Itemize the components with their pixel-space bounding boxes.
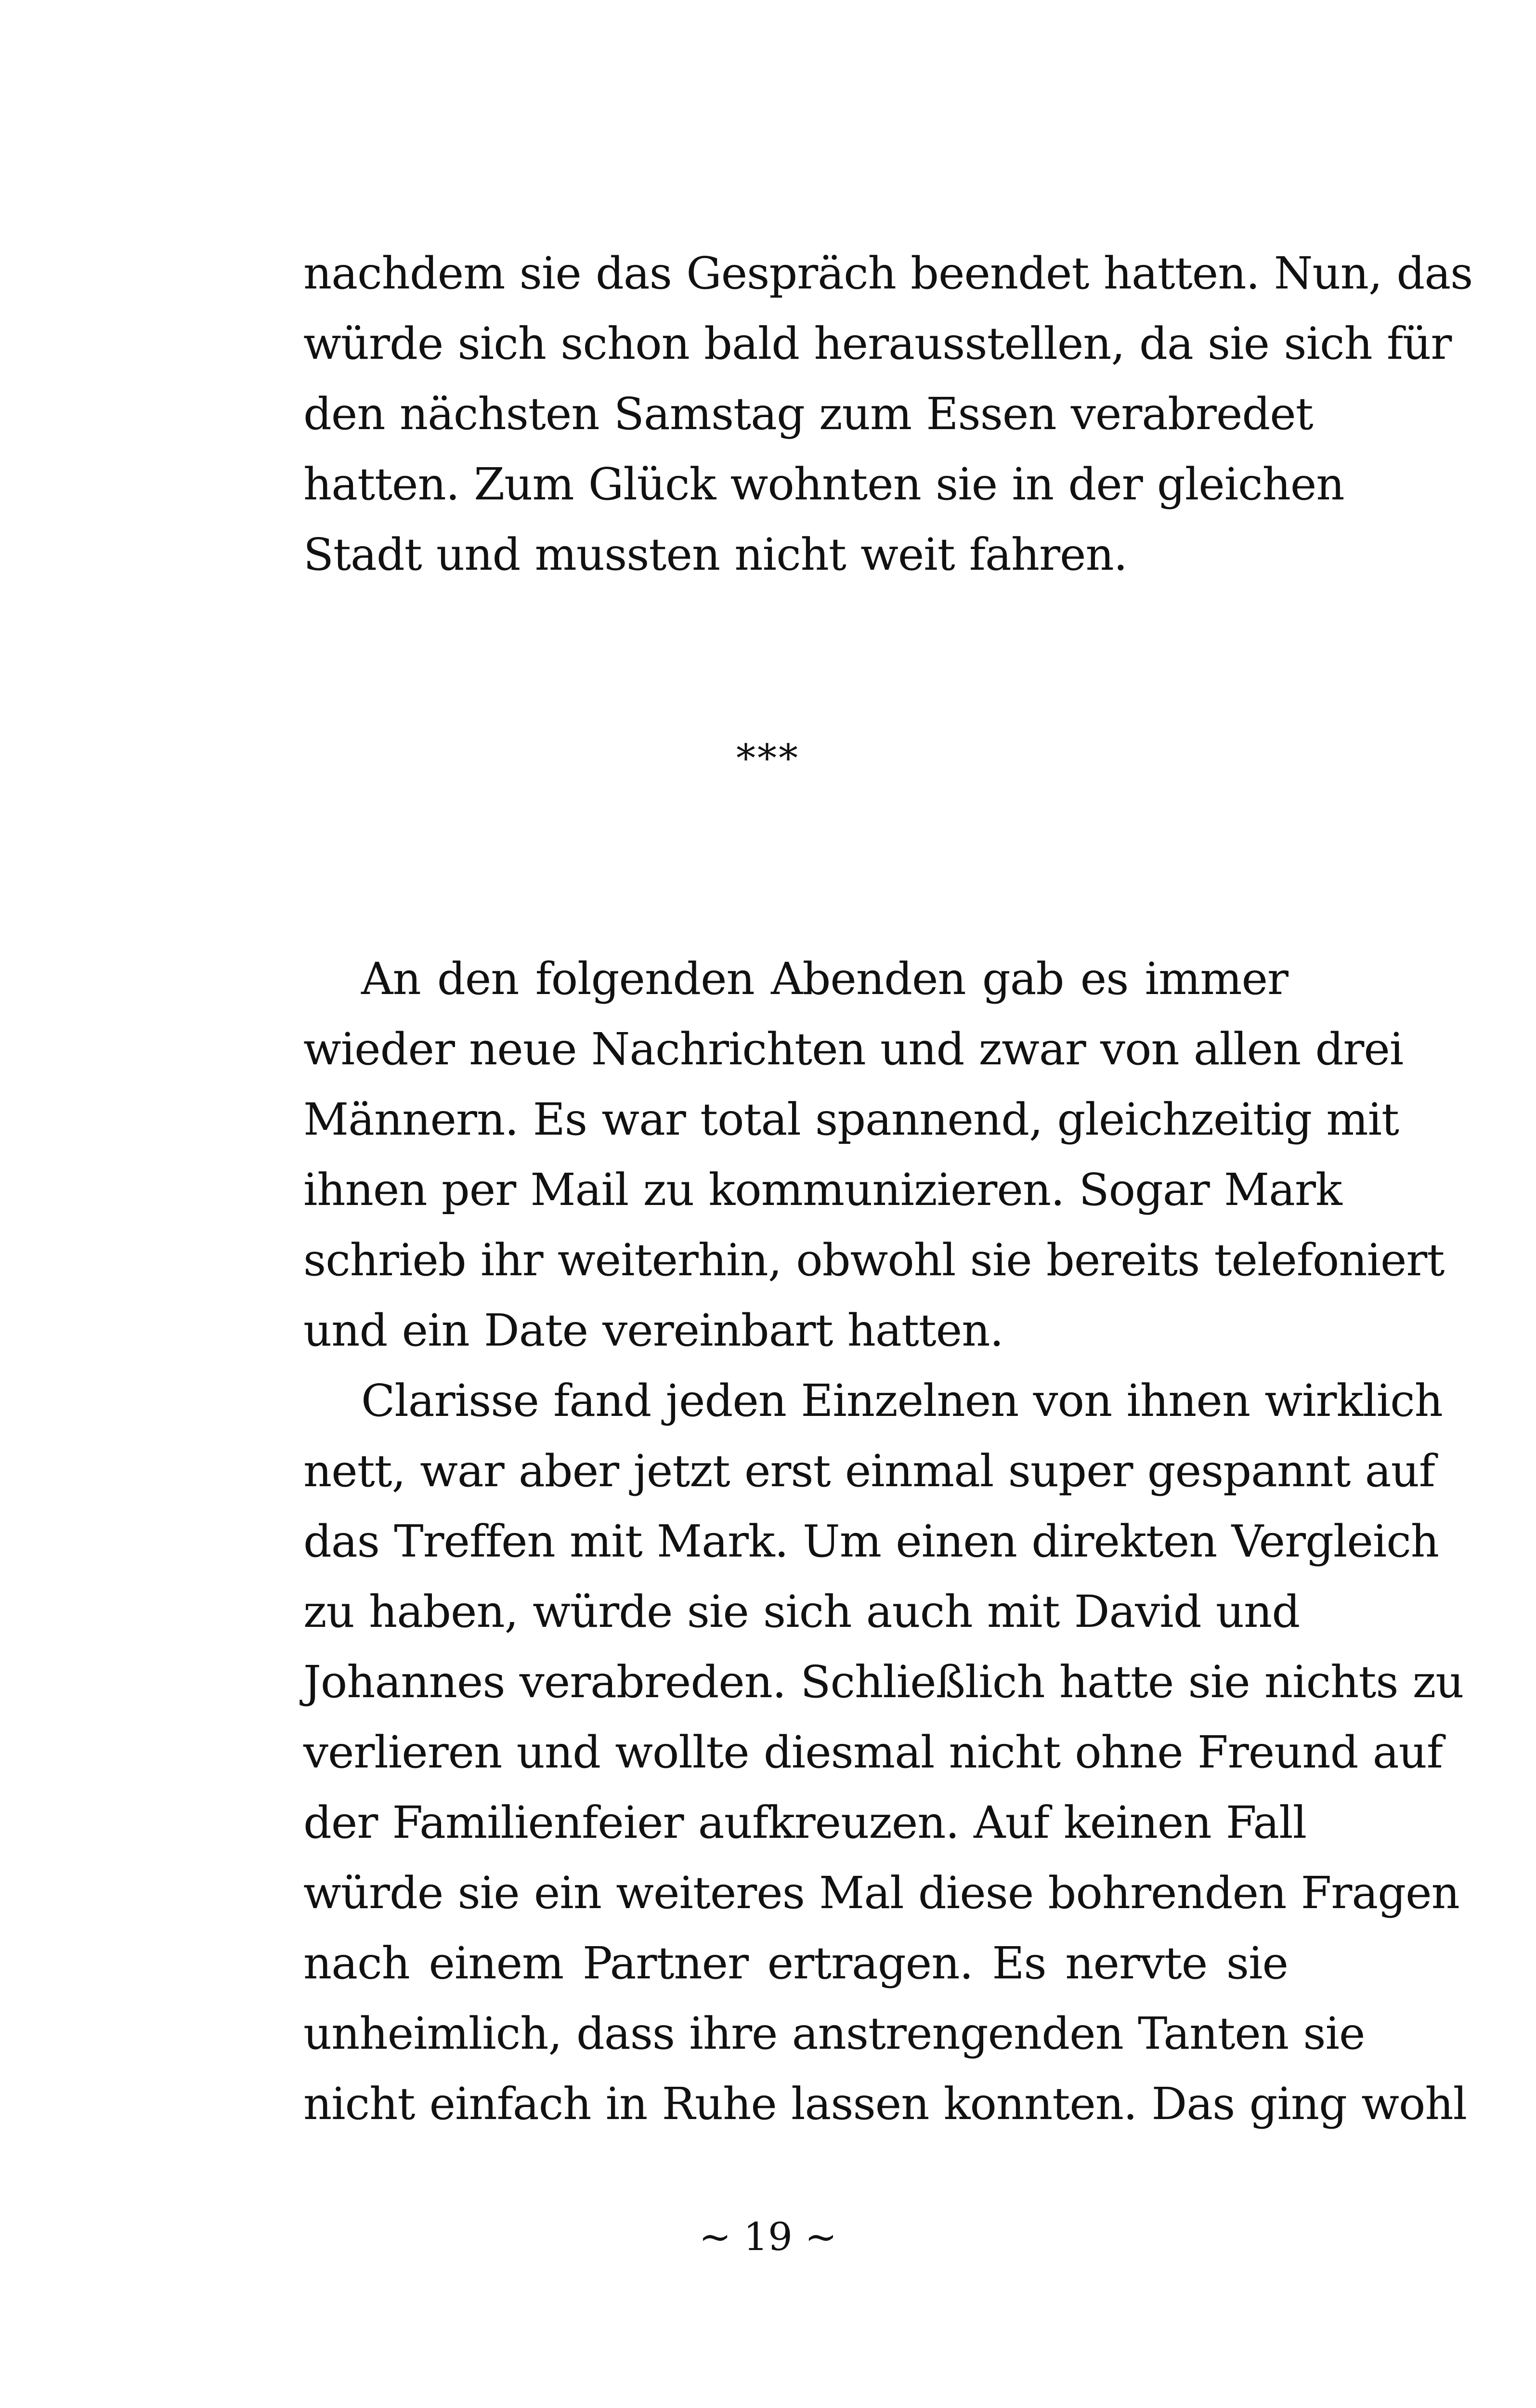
paragraph-continued — [303, 238, 1473, 590]
text-line: das Treffen mit Mark. Um einen direkten Vergleich — [303, 1516, 1439, 1567]
paragraph — [303, 944, 1445, 1366]
text-line: unheimlich, dass ihre anstrengenden Tanten sie — [303, 2008, 1365, 2059]
paragraph — [303, 1366, 1467, 2139]
text-line: Männern. Es war total spannend, gleichzeitig mit — [303, 1094, 1399, 1145]
text-line: schrieb ihr weiterhin, obwohl sie bereits telefoniert — [303, 1234, 1445, 1286]
text-line: und ein Date vereinbart hatten. — [303, 1305, 1003, 1356]
main-text — [303, 944, 1467, 2139]
page-number: ~ 19 ~ — [699, 2214, 837, 2259]
text-line: verlieren und wollte diesmal nicht ohne Freund auf — [303, 1727, 1443, 1778]
text-line: hatten. Zum Glück wohnten sie in der gleichen — [303, 458, 1344, 510]
text-line: zu haben, würde sie sich auch mit David und — [303, 1586, 1300, 1637]
text-line: würde sich schon bald herausstellen, da sie sich für — [303, 318, 1452, 369]
text-line: Clarisse fand jeden Einzelnen von ihnen wirklich — [361, 1375, 1443, 1426]
text-line: nachdem sie das Gespräch beendet hatten. Nun, das — [303, 248, 1473, 299]
text-line: wieder neue Nachrichten und zwar von allen drei — [303, 1023, 1404, 1075]
text-line: der Familienfeier aufkreuzen. Auf keinen Fall — [303, 1797, 1307, 1848]
text-line: würde sie ein weiteres Mal diese bohrenden Fragen — [303, 1867, 1459, 1919]
text-line: Johannes verabreden. Schließlich hatte sie nichts zu — [303, 1656, 1464, 1708]
text-line: nett, war aber jetzt erst einmal super gespannt auf — [303, 1445, 1435, 1497]
text-line: An den folgenden Abenden gab es immer — [361, 953, 1288, 1005]
text-line: Stadt und mussten nicht weit fahren. — [303, 529, 1127, 580]
text-line: den nächsten Samstag zum Essen verabredet — [303, 388, 1313, 440]
text-line: nach einem Partner ertragen. Es nervte sie — [303, 1937, 1288, 1989]
text-line: nicht einfach in Ruhe lassen konnten. Das ging wohl — [303, 2078, 1467, 2130]
text-line: ihnen per Mail zu kommunizieren. Sogar Mark — [303, 1164, 1342, 1216]
section-separator: *** — [736, 736, 800, 781]
